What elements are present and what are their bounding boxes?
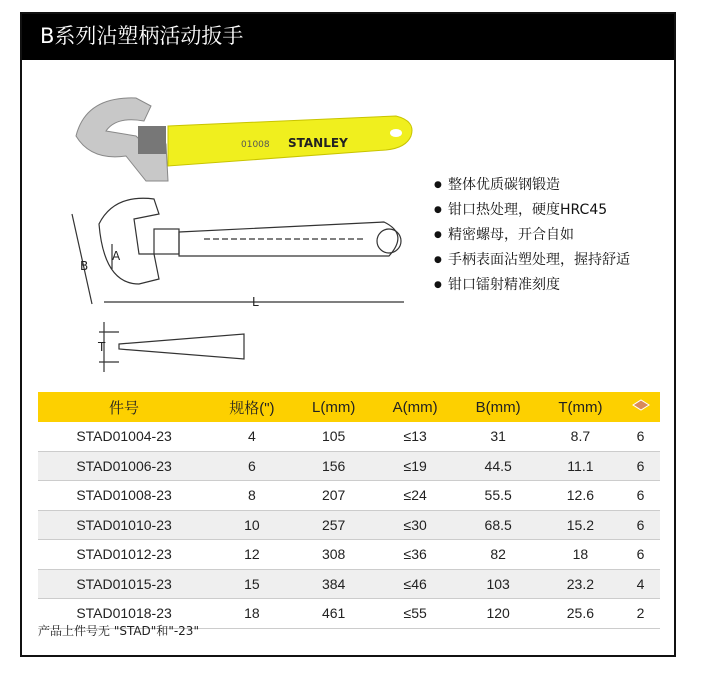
- table-cell: 18: [210, 599, 294, 629]
- dim-label-a: A: [112, 249, 121, 263]
- table-cell: ≤13: [374, 422, 457, 451]
- table-cell: ≤46: [374, 569, 457, 599]
- table-header: [38, 392, 660, 422]
- table-cell: 6: [621, 422, 660, 451]
- dim-label-b: B: [80, 259, 89, 273]
- table-cell: 8.7: [540, 422, 621, 451]
- table-cell: STAD01012-23: [38, 540, 210, 570]
- table-cell: STAD01008-23: [38, 481, 210, 511]
- feature-list: [434, 174, 674, 299]
- table-row: [38, 569, 660, 599]
- table-cell: 15: [210, 569, 294, 599]
- table-cell: 8: [210, 481, 294, 511]
- col-l: L(mm): [294, 392, 374, 422]
- table-cell: STAD01006-23: [38, 451, 210, 481]
- col-part-no: 件号: [38, 392, 210, 422]
- table-cell: 31: [457, 422, 540, 451]
- dim-label-t: T: [98, 340, 106, 354]
- table-cell: 6: [621, 510, 660, 540]
- table-cell: 25.6: [540, 599, 621, 629]
- table-cell: 12: [210, 540, 294, 570]
- table-cell: 11.1: [540, 451, 621, 481]
- feature-item: ● 整体优质碳钢锻造: [434, 174, 674, 196]
- table-cell: STAD01015-23: [38, 569, 210, 599]
- dimension-diagram: [44, 194, 414, 374]
- table-cell: 15.2: [540, 510, 621, 540]
- table-row: [38, 540, 660, 570]
- table-cell: 156: [294, 451, 374, 481]
- table-cell: 68.5: [457, 510, 540, 540]
- table-cell: ≤19: [374, 451, 457, 481]
- table-cell: 55.5: [457, 481, 540, 511]
- table-cell: 6: [210, 451, 294, 481]
- table-row: [38, 481, 660, 511]
- col-size: 规格("): [210, 392, 294, 422]
- table-cell: 105: [294, 422, 374, 451]
- model-number: 01008: [241, 140, 270, 150]
- table-cell: STAD01004-23: [38, 422, 210, 451]
- footnote: 产品上件号无 "STAD"和"-23": [38, 624, 199, 638]
- table-cell: 384: [294, 569, 374, 599]
- table-row: [38, 451, 660, 481]
- table-cell: 308: [294, 540, 374, 570]
- product-card: [20, 12, 676, 657]
- table-cell: 4: [621, 569, 660, 599]
- wrench-photo: [56, 76, 416, 191]
- table-cell: 44.5: [457, 451, 540, 481]
- table-cell: 257: [294, 510, 374, 540]
- page-title: B系列沾塑柄活动扳手: [22, 14, 674, 60]
- table-row: [38, 510, 660, 540]
- table-cell: 4: [210, 422, 294, 451]
- table-cell: ≤30: [374, 510, 457, 540]
- table-cell: 207: [294, 481, 374, 511]
- col-t: T(mm): [540, 392, 621, 422]
- table-cell: 10: [210, 510, 294, 540]
- feature-item: ● 精密螺母，开合自如: [434, 224, 674, 246]
- brand-logo: STANLEY: [288, 136, 348, 150]
- dim-label-l: L: [252, 295, 259, 309]
- table-row: [38, 422, 660, 451]
- feature-item: ● 钳口镭射精准刻度: [434, 274, 674, 296]
- table-cell: 2: [621, 599, 660, 629]
- table-cell: 103: [457, 569, 540, 599]
- table-cell: 12.6: [540, 481, 621, 511]
- table-cell: STAD01010-23: [38, 510, 210, 540]
- table-cell: 6: [621, 540, 660, 570]
- table-cell: 120: [457, 599, 540, 629]
- table-cell: 82: [457, 540, 540, 570]
- table-cell: ≤55: [374, 599, 457, 629]
- feature-item: ● 钳口热处理，硬度HRC45: [434, 199, 674, 221]
- feature-item: ● 手柄表面沾塑处理，握持舒适: [434, 249, 674, 271]
- table-cell: 18: [540, 540, 621, 570]
- col-b: B(mm): [457, 392, 540, 422]
- table-cell: STAD01018-23: [38, 599, 210, 629]
- col-a: A(mm): [374, 392, 457, 422]
- table-cell: ≤36: [374, 540, 457, 570]
- table-cell: 461: [294, 599, 374, 629]
- table-cell: 23.2: [540, 569, 621, 599]
- table-cell: 6: [621, 481, 660, 511]
- table-cell: ≤24: [374, 481, 457, 511]
- table-cell: 6: [621, 451, 660, 481]
- spec-table: [38, 392, 660, 629]
- package-icon: [621, 392, 660, 422]
